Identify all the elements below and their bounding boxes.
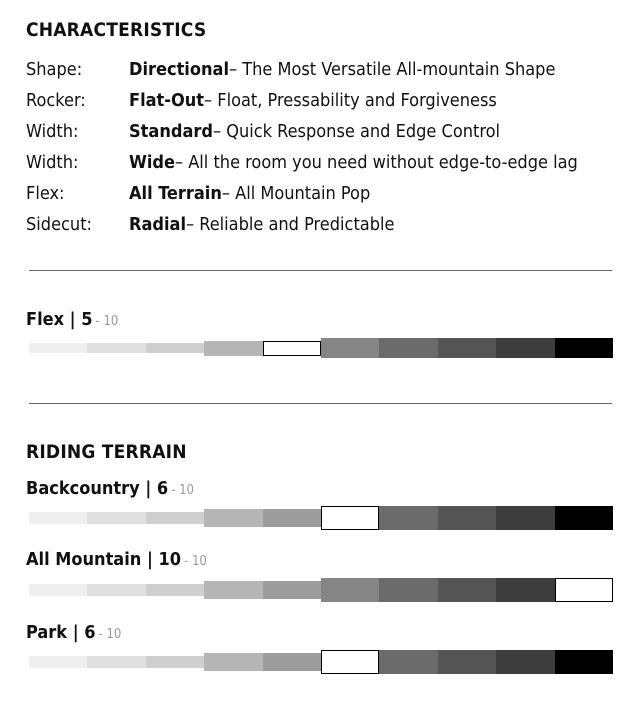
scale-segment-5 [263, 653, 321, 671]
scale-segment-10 [555, 506, 613, 530]
characteristic-label: Width: [26, 152, 79, 173]
characteristic-label: Width: [26, 121, 79, 142]
rating-name: Flex [26, 309, 65, 330]
scale-segment-1 [29, 512, 87, 524]
characteristic-description: – All the room you need without edge-to-edge lag [175, 152, 578, 173]
scale-segment-4 [204, 581, 262, 599]
rating-max: - 10 [98, 627, 122, 642]
scale-segment-5 [263, 581, 321, 599]
scale-segment-9 [496, 338, 554, 358]
scale-segment-3 [146, 656, 204, 668]
scale-segment-4 [204, 509, 262, 527]
scale-segment-9 [496, 506, 554, 530]
scale-segment-10 [555, 650, 613, 674]
scale-segment-1 [29, 343, 87, 353]
characteristic-value: Flat-Out [129, 90, 205, 111]
scale-segment-4 [204, 653, 262, 671]
scale-segment-10 [555, 578, 613, 602]
characteristic-row-width-wide [26, 147, 578, 178]
rating-value: 6 [84, 622, 96, 643]
backcountry-rating-label [26, 478, 194, 499]
characteristic-value: All Terrain [129, 183, 222, 204]
scale-segment-7 [379, 650, 437, 674]
characteristic-value: Wide [129, 152, 175, 173]
scale-segment-7 [379, 506, 437, 530]
scale-segment-9 [496, 650, 554, 674]
characteristic-row-width-standard [26, 116, 578, 147]
rating-name: All Mountain [26, 549, 142, 570]
characteristic-description: – Quick Response and Edge Control [212, 121, 500, 142]
characteristic-row-rocker [26, 85, 578, 116]
characteristic-label: Sidecut: [26, 214, 93, 235]
rating-name: Backcountry [26, 478, 140, 499]
rating-value: 10 [158, 549, 182, 570]
characteristics-list [26, 54, 578, 240]
characteristic-value: Directional [129, 59, 229, 80]
characteristic-label: Shape: [26, 59, 83, 80]
flex-rating-scale [29, 338, 613, 358]
rating-max: - 10 [95, 314, 119, 329]
scale-segment-6 [321, 338, 379, 358]
rating-max: - 10 [171, 483, 195, 498]
characteristic-row-shape [26, 54, 578, 85]
all-mountain-rating-label [26, 549, 207, 570]
rating-separator: | [139, 478, 157, 499]
scale-segment-7 [379, 578, 437, 602]
rating-value: 5 [81, 309, 93, 330]
section-divider [29, 403, 612, 404]
rating-name: Park [26, 622, 68, 643]
characteristic-description: – Reliable and Predictable [186, 214, 395, 235]
scale-segment-3 [146, 343, 204, 353]
scale-segment-8 [438, 650, 496, 674]
characteristic-description: – Float, Pressability and Forgiveness [204, 90, 497, 111]
all-mountain-rating-scale [29, 578, 613, 602]
scale-segment-2 [87, 343, 145, 353]
scale-segment-10 [555, 338, 613, 358]
scale-segment-6 [321, 650, 379, 674]
scale-segment-2 [87, 584, 145, 596]
characteristic-row-sidecut [26, 209, 578, 240]
characteristics-heading: CHARACTERISTICS [26, 19, 207, 41]
scale-segment-6 [321, 578, 379, 602]
park-rating-scale [29, 650, 613, 674]
park-rating-label [26, 622, 121, 643]
scale-segment-8 [438, 338, 496, 358]
scale-segment-3 [146, 512, 204, 524]
scale-segment-8 [438, 506, 496, 530]
characteristic-row-flex [26, 178, 578, 209]
scale-segment-2 [87, 656, 145, 668]
characteristic-value: Radial [129, 214, 187, 235]
characteristic-description: – All Mountain Pop [221, 183, 371, 204]
scale-segment-8 [438, 578, 496, 602]
scale-segment-5 [263, 509, 321, 527]
rating-value: 6 [156, 478, 169, 499]
section-divider [29, 270, 612, 271]
scale-segment-6 [321, 506, 379, 530]
scale-segment-1 [29, 584, 87, 596]
rating-max: - 10 [184, 554, 207, 569]
scale-segment-2 [87, 512, 145, 524]
riding-terrain-heading: RIDING TERRAIN [26, 441, 187, 463]
characteristic-description: – The Most Versatile All-mountain Shape [228, 59, 556, 80]
scale-segment-5 [263, 341, 321, 356]
backcountry-rating-scale [29, 506, 613, 530]
scale-segment-4 [204, 341, 262, 356]
flex-rating-label [26, 309, 118, 330]
characteristic-label: Rocker: [26, 90, 86, 111]
rating-separator: | [141, 549, 159, 570]
characteristic-value: Standard [129, 121, 213, 142]
scale-segment-1 [29, 656, 87, 668]
rating-separator: | [64, 309, 82, 330]
scale-segment-3 [146, 584, 204, 596]
scale-segment-7 [379, 338, 437, 358]
rating-separator: | [67, 622, 85, 643]
scale-segment-9 [496, 578, 554, 602]
characteristic-label: Flex: [26, 183, 65, 204]
